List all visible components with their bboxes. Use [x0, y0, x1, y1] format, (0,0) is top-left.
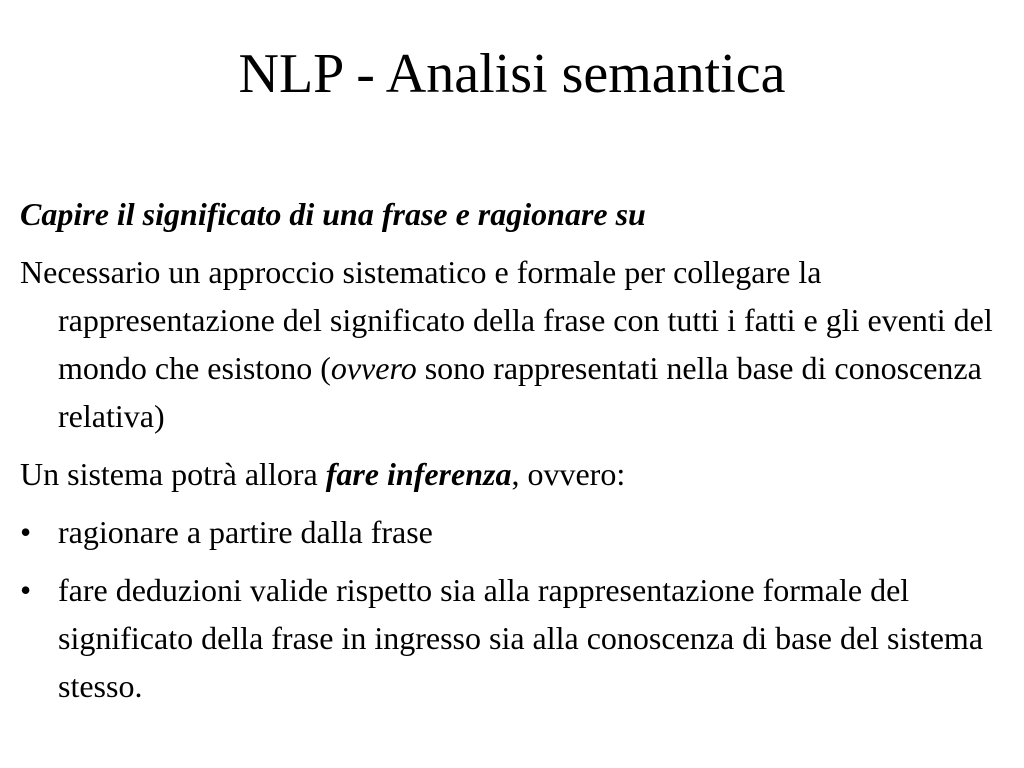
bullet-text-1: ragionare a partire dalla frase	[58, 514, 433, 550]
slide-body	[20, 190, 1020, 720]
paragraph-inference-emphasis: fare inferenza	[325, 456, 512, 492]
paragraph-inference-end: , ovvero:	[511, 456, 626, 492]
paragraph-approach-italic: ovvero	[330, 350, 417, 386]
bullet-item-1	[20, 508, 1020, 556]
heading-line: Capire il significato di una frase e ragionare su	[20, 196, 646, 232]
bullet-item-2	[20, 566, 1020, 710]
paragraph-inference-start: Un sistema potrà allora	[20, 456, 326, 492]
bullet-text-2: fare deduzioni valide rispetto sia alla rappresentazione formale del significato della frase in ingresso sia alla conoscenza di base del sistema stesso.	[58, 572, 984, 704]
slide-title: NLP - Analisi semantica	[238, 43, 786, 105]
bullet-icon: •	[20, 572, 32, 608]
paragraph-approach-end: sono rappresentati nella base di conoscenza relativa)	[58, 350, 982, 434]
paragraph-approach	[20, 248, 1020, 440]
paragraph-approach-text: Necessario un approccio sistematico e formale per collegare la rappresentazione del significato della frase con tutti i fatti e gli eventi del mondo che esistono (	[20, 254, 993, 386]
bullet-icon: •	[20, 514, 32, 550]
paragraph-inference	[20, 450, 1020, 498]
